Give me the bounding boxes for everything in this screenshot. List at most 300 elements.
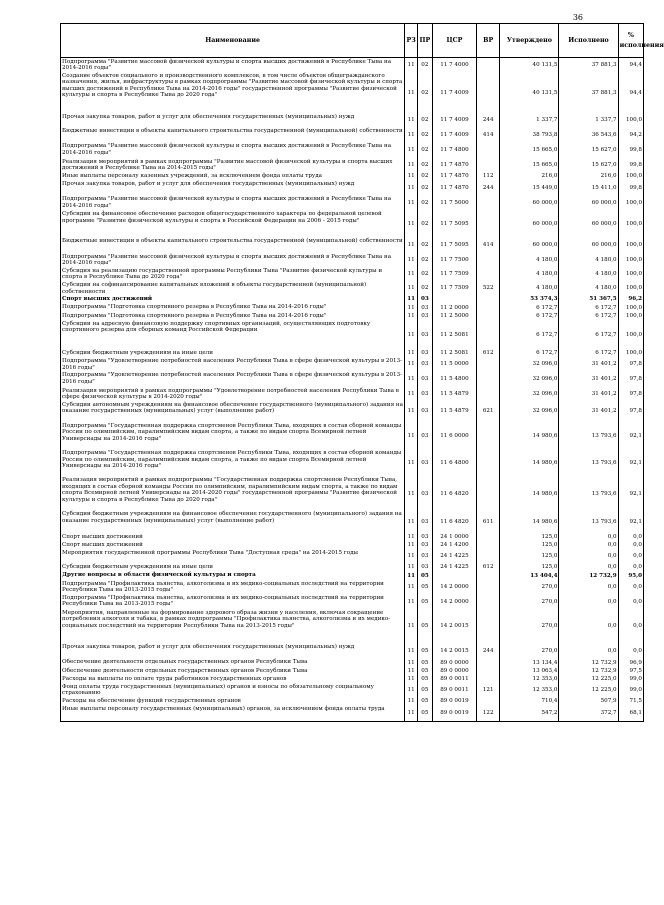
row-executed: 51 367,5 — [559, 296, 618, 304]
row-rz: 11 — [405, 594, 418, 609]
row-approved: 270,0 — [500, 609, 559, 643]
table-row — [61, 349, 644, 357]
row-pr: 03 — [417, 564, 432, 572]
row-vr — [477, 450, 500, 477]
row-percent: 100,0 — [618, 113, 643, 127]
row-name: Обеспечение деятельности отдельных государственных органов Республики Тыва — [61, 667, 405, 675]
row-percent: 0,0 — [618, 533, 643, 541]
header-rz: РЗ — [405, 24, 418, 58]
row-name: Подпрограмма "Профилактика пьянства, алкоголизма и их медико-социальных последствий на территории Республики Тыва на 2013-2015 годы" — [61, 594, 405, 609]
row-percent: 68,1 — [618, 706, 643, 722]
row-csr — [432, 572, 476, 580]
row-csr: 11 7 5095 — [432, 238, 476, 253]
row-pr: 03 — [417, 511, 432, 533]
row-name: Расходы на обеспечение функций государственных органов — [61, 698, 405, 706]
row-pr: 03 — [417, 541, 432, 549]
row-rz: 11 — [405, 267, 418, 281]
row-vr — [477, 372, 500, 387]
row-rz: 11 — [405, 72, 418, 113]
row-percent: 100,0 — [618, 349, 643, 357]
row-approved: 32 096,0 — [500, 387, 559, 401]
row-executed: 13 793,6 — [559, 450, 618, 477]
row-vr — [477, 541, 500, 549]
row-rz: 11 — [405, 675, 418, 683]
row-vr — [477, 422, 500, 449]
row-pr: 03 — [417, 387, 432, 401]
row-pr: 02 — [417, 72, 432, 113]
row-rz: 11 — [405, 211, 418, 238]
row-executed: 0,0 — [559, 564, 618, 572]
row-rz: 11 — [405, 564, 418, 572]
header-vr: ВР — [477, 24, 500, 58]
row-name: Подпрограмма "Профилактика пьянства, алкоголизма и их медико-социальных последствий на территории Республики Тыва на 2013-2015 годы" — [61, 580, 405, 594]
row-executed: 12 732,9 — [559, 659, 618, 667]
row-percent: 97,8 — [618, 372, 643, 387]
row-csr: 24 1 4225 — [432, 564, 476, 572]
row-percent: 100,0 — [618, 238, 643, 253]
row-approved: 38 793,8 — [500, 128, 559, 143]
row-vr — [477, 158, 500, 172]
row-approved: 60 000,0 — [500, 211, 559, 238]
row-percent: 97,5 — [618, 667, 643, 675]
row-csr: 14 2 0015 — [432, 609, 476, 643]
row-rz: 11 — [405, 296, 418, 304]
table-row — [61, 511, 644, 533]
row-executed: 4 180,0 — [559, 267, 618, 281]
row-name: Прочая закупка товаров, работ и услуг для обеспечения государственных (муниципальных) нужд — [61, 113, 405, 127]
row-pr: 03 — [417, 312, 432, 320]
row-vr — [477, 580, 500, 594]
row-rz: 11 — [405, 143, 418, 158]
row-vr — [477, 58, 500, 73]
row-csr: 11 6 4820 — [432, 477, 476, 511]
row-name: Расходы на выплаты по оплате труда работников государственных органов — [61, 675, 405, 683]
row-approved: 270,0 — [500, 594, 559, 609]
row-csr: 11 2 0000 — [432, 304, 476, 312]
row-pr: 05 — [417, 683, 432, 697]
table-row — [61, 172, 644, 180]
row-executed: 31 401,2 — [559, 372, 618, 387]
row-percent: 99,8 — [618, 143, 643, 158]
row-approved: 125,0 — [500, 541, 559, 549]
table-row — [61, 706, 644, 722]
row-percent: 0,0 — [618, 594, 643, 609]
row-pr: 05 — [417, 698, 432, 706]
row-vr: 122 — [477, 706, 500, 722]
row-rz: 11 — [405, 349, 418, 357]
table-row — [61, 549, 644, 563]
row-name: Бюджетные инвестиции в объекты капитального строительства государственной (муниципальной) собственности — [61, 128, 405, 143]
row-approved: 14 980,6 — [500, 477, 559, 511]
row-rz: 11 — [405, 387, 418, 401]
row-rz: 11 — [405, 450, 418, 477]
row-vr: 121 — [477, 683, 500, 697]
row-vr: 244 — [477, 644, 500, 659]
row-rz: 11 — [405, 609, 418, 643]
table-row — [61, 594, 644, 609]
row-executed: 15 411,0 — [559, 180, 618, 195]
row-pr: 03 — [417, 477, 432, 511]
row-csr: 11 7 4870 — [432, 172, 476, 180]
row-approved: 547,2 — [500, 706, 559, 722]
row-executed: 12 225,0 — [559, 683, 618, 697]
row-vr: 522 — [477, 281, 500, 295]
row-vr — [477, 72, 500, 113]
row-pr: 05 — [417, 706, 432, 722]
row-name: Подпрограмма "Подготовка спортивного резерва в Республике Тыва на 2014-2016 годы" — [61, 312, 405, 320]
row-name: Субсидии бюджетным учреждениям на иные цели — [61, 349, 405, 357]
row-approved: 13 404,4 — [500, 572, 559, 580]
row-approved: 60 000,0 — [500, 196, 559, 211]
row-approved: 6 172,7 — [500, 312, 559, 320]
table-body — [61, 58, 644, 722]
table-row — [61, 158, 644, 172]
row-percent: 100,0 — [618, 281, 643, 295]
row-vr: 244 — [477, 113, 500, 127]
row-pr: 03 — [417, 549, 432, 563]
row-name: Мероприятия, направленные на формирование здорового образа жизни у населения, включая сокращение потребления алкоголя и табака, в рамках подпрограммы "Профилактика пьянства, алкоголизма и их медико-социальных последствий на территории Республики Тыва на 2013-2015 годы" — [61, 609, 405, 643]
row-pr: 02 — [417, 158, 432, 172]
row-csr: 89 0 0000 — [432, 659, 476, 667]
row-approved: 32 096,0 — [500, 372, 559, 387]
row-name: Прочая закупка товаров, работ и услуг для обеспечения государственных (муниципальных) нужд — [61, 644, 405, 659]
row-rz: 11 — [405, 238, 418, 253]
row-rz: 11 — [405, 659, 418, 667]
row-pr: 02 — [417, 128, 432, 143]
row-percent: 99,0 — [618, 675, 643, 683]
table-row — [61, 422, 644, 449]
row-rz: 11 — [405, 706, 418, 722]
row-csr — [432, 296, 476, 304]
row-approved: 4 180,0 — [500, 281, 559, 295]
table-row — [61, 143, 644, 158]
row-pr: 02 — [417, 267, 432, 281]
row-csr: 89 0 0011 — [432, 675, 476, 683]
row-rz: 11 — [405, 253, 418, 267]
row-rz: 11 — [405, 683, 418, 697]
row-percent: 99,8 — [618, 158, 643, 172]
row-pr: 05 — [417, 572, 432, 580]
row-executed: 216,0 — [559, 172, 618, 180]
row-rz: 11 — [405, 304, 418, 312]
row-vr: 112 — [477, 172, 500, 180]
row-vr — [477, 296, 500, 304]
row-rz: 11 — [405, 477, 418, 511]
row-approved: 125,0 — [500, 549, 559, 563]
row-vr: 414 — [477, 128, 500, 143]
row-approved: 270,0 — [500, 644, 559, 659]
row-name: Субсидии бюджетным учреждениям на иные цели — [61, 564, 405, 572]
row-csr: 11 2 5081 — [432, 349, 476, 357]
row-approved: 32 096,0 — [500, 358, 559, 372]
row-executed: 31 401,2 — [559, 387, 618, 401]
row-rz: 11 — [405, 180, 418, 195]
row-approved: 710,4 — [500, 698, 559, 706]
row-name: Подпрограмма "Развитие массовой физической культуры и спорта высших достижений в Республике Тыва на 2014-2016 годы" — [61, 143, 405, 158]
row-pr: 03 — [417, 296, 432, 304]
table-row — [61, 320, 644, 349]
row-rz: 11 — [405, 580, 418, 594]
row-csr: 11 7 4009 — [432, 72, 476, 113]
row-csr: 14 2 0015 — [432, 644, 476, 659]
row-rz: 11 — [405, 549, 418, 563]
row-approved: 14 980,6 — [500, 422, 559, 449]
row-csr: 11 5 4800 — [432, 372, 476, 387]
row-rz: 11 — [405, 320, 418, 349]
row-approved: 13 063,4 — [500, 667, 559, 675]
row-pr: 05 — [417, 580, 432, 594]
table-row — [61, 675, 644, 683]
row-pr: 05 — [417, 609, 432, 643]
row-rz: 11 — [405, 58, 418, 73]
row-pr: 02 — [417, 238, 432, 253]
table-row — [61, 698, 644, 706]
row-percent: 99,0 — [618, 683, 643, 697]
table-row — [61, 644, 644, 659]
row-executed: 15 627,0 — [559, 143, 618, 158]
row-executed: 4 180,0 — [559, 253, 618, 267]
table-row — [61, 609, 644, 643]
row-rz: 11 — [405, 572, 418, 580]
row-csr: 11 5 4879 — [432, 387, 476, 401]
row-rz: 11 — [405, 698, 418, 706]
row-approved: 216,0 — [500, 172, 559, 180]
table-row — [61, 58, 644, 73]
row-percent: 96,9 — [618, 659, 643, 667]
row-name: Подпрограмма "Развитие массовой физической культуры и спорта высших достижений в Республике Тыва на 2014-2016 годы" — [61, 253, 405, 267]
row-name: Субсидии на адресную финансовую поддержку спортивных организаций, осуществляющих подготовку спортивного резерва для сборных команд Российской Федерации — [61, 320, 405, 349]
row-rz: 11 — [405, 281, 418, 295]
row-rz: 11 — [405, 401, 418, 422]
row-executed: 60 000,0 — [559, 211, 618, 238]
row-name: Подпрограмма "Государственная поддержка спортсменов Республики Тыва, входящих в состав сборной команды России по олимпийским, паралимпийским видам спорта, а также по видам спорта Всемирной летней Универсиады на 2014-2016 годы" — [61, 450, 405, 477]
row-approved: 125,0 — [500, 533, 559, 541]
row-pr: 02 — [417, 113, 432, 127]
row-executed: 36 543,6 — [559, 128, 618, 143]
table-row — [61, 211, 644, 238]
row-vr — [477, 667, 500, 675]
row-approved: 15 665,0 — [500, 158, 559, 172]
row-executed: 12 732,9 — [559, 667, 618, 675]
row-vr — [477, 594, 500, 609]
row-csr: 11 5 0000 — [432, 358, 476, 372]
row-percent: 0,0 — [618, 580, 643, 594]
row-executed: 0,0 — [559, 609, 618, 643]
row-pr: 02 — [417, 211, 432, 238]
row-rz: 11 — [405, 511, 418, 533]
page-number: 36 — [572, 13, 583, 22]
table-row — [61, 659, 644, 667]
row-rz: 11 — [405, 113, 418, 127]
row-approved: 6 172,7 — [500, 320, 559, 349]
row-executed: 15 627,0 — [559, 158, 618, 172]
table-row — [61, 580, 644, 594]
row-executed: 6 172,7 — [559, 312, 618, 320]
row-pr: 03 — [417, 450, 432, 477]
row-pr: 02 — [417, 180, 432, 195]
row-name: Подпрограмма "Подготовка спортивного резерва в Республике Тыва на 2014-2016 годы" — [61, 304, 405, 312]
row-approved: 14 980,6 — [500, 511, 559, 533]
row-name: Реализация мероприятий в рамках подпрограммы "Государственная поддержка спортсменов Республики Тыва, входящих в состав сборной команды России по олимпийским, паралимпийским видам спорта, а также по видам спорта Всемирной летней Универсиады на 2014-2020 годы" государственной программы "Развитие физической культуры и спорта в Республике Тыва до 2020 года" — [61, 477, 405, 511]
row-csr: 24 1 4225 — [432, 549, 476, 563]
row-csr: 11 7 5000 — [432, 196, 476, 211]
row-vr — [477, 267, 500, 281]
row-pr: 03 — [417, 401, 432, 422]
row-approved: 15 449,0 — [500, 180, 559, 195]
row-percent: 100,0 — [618, 267, 643, 281]
row-name: Субсидии на софинансирование капитальных вложений в объекты государственной (муниципальной) собственности — [61, 281, 405, 295]
row-percent: 97,8 — [618, 358, 643, 372]
table-row — [61, 564, 644, 572]
row-approved: 270,0 — [500, 580, 559, 594]
row-name: Иные выплаты персоналу государственных (муниципальных) органов, за исключением фонда оплаты труда — [61, 706, 405, 722]
table-row — [61, 296, 644, 304]
row-approved: 125,0 — [500, 564, 559, 572]
row-percent: 100,0 — [618, 320, 643, 349]
row-name: Прочая закупка товаров, работ и услуг для обеспечения государственных (муниципальных) нужд — [61, 180, 405, 195]
table-row — [61, 238, 644, 253]
table-row — [61, 304, 644, 312]
table-row — [61, 253, 644, 267]
row-percent: 100,0 — [618, 211, 643, 238]
row-executed: 12 225,0 — [559, 675, 618, 683]
row-executed: 0,0 — [559, 549, 618, 563]
row-pr: 05 — [417, 667, 432, 675]
row-rz: 11 — [405, 541, 418, 549]
row-approved: 40 131,5 — [500, 58, 559, 73]
row-name: Иные выплаты персоналу казенных учреждений, за исключением фонда оплаты труда — [61, 172, 405, 180]
row-csr: 11 6 4820 — [432, 511, 476, 533]
row-rz: 11 — [405, 312, 418, 320]
row-name: Подпрограмма "Удовлетворение потребностей населения Республики Тыва в сфере физической культуры в 2013-2016 годы" — [61, 372, 405, 387]
row-vr — [477, 211, 500, 238]
row-approved: 1 337,7 — [500, 113, 559, 127]
row-name: Реализация мероприятий в рамках подпрограммы "Развитие массовой физической культуры и спорта высших достижений в Республике Тыва на 2014-2015 годы" — [61, 158, 405, 172]
table-header — [61, 24, 644, 58]
row-name: Субсидии автономным учреждениям на финансовое обеспечение государственного (муниципального) задания на оказание государственных (муниципальных) услуг (выполнение работ) — [61, 401, 405, 422]
row-name: Бюджетные инвестиции в объекты капитального строительства государственной (муниципальной) собственности — [61, 238, 405, 253]
row-percent: 92,1 — [618, 450, 643, 477]
row-rz: 11 — [405, 533, 418, 541]
row-name: Подпрограмма "Развитие массовой физической культуры и спорта высших достижений в Республике Тыва на 2014-2016 годы" — [61, 58, 405, 73]
row-percent: 99,8 — [618, 180, 643, 195]
row-csr: 89 0 0011 — [432, 683, 476, 697]
row-percent: 0,0 — [618, 541, 643, 549]
row-name: Реализация мероприятий в рамках подпрограммы "Удовлетворение потребностей населения Республики Тыва в сфере физической культуры в 2014-2020 годы" — [61, 387, 405, 401]
row-percent: 71,5 — [618, 698, 643, 706]
row-vr: 414 — [477, 238, 500, 253]
row-vr — [477, 387, 500, 401]
row-vr: 621 — [477, 401, 500, 422]
row-name: Спорт высших достижений — [61, 541, 405, 549]
row-vr — [477, 253, 500, 267]
row-percent: 0,0 — [618, 549, 643, 563]
row-approved: 6 172,7 — [500, 349, 559, 357]
row-csr: 11 7 7500 — [432, 253, 476, 267]
row-csr: 11 7 4870 — [432, 180, 476, 195]
row-rz: 11 — [405, 372, 418, 387]
row-pr: 02 — [417, 172, 432, 180]
row-vr — [477, 304, 500, 312]
row-csr: 24 1 4200 — [432, 541, 476, 549]
row-executed: 0,0 — [559, 594, 618, 609]
row-pr: 05 — [417, 644, 432, 659]
row-pr: 03 — [417, 533, 432, 541]
row-executed: 0,0 — [559, 580, 618, 594]
row-percent: 100,0 — [618, 172, 643, 180]
row-executed: 4 180,0 — [559, 281, 618, 295]
row-vr — [477, 143, 500, 158]
table-row — [61, 401, 644, 422]
row-approved: 15 665,0 — [500, 143, 559, 158]
row-name: Подпрограмма "Удовлетворение потребностей населения Республики Тыва в сфере физической культуры в 2013-2016 годы" — [61, 358, 405, 372]
row-executed: 37 881,3 — [559, 72, 618, 113]
row-csr: 24 1 0000 — [432, 533, 476, 541]
table-row — [61, 477, 644, 511]
table-row — [61, 387, 644, 401]
row-percent: 92,1 — [618, 511, 643, 533]
row-executed: 507,9 — [559, 698, 618, 706]
row-executed: 6 172,7 — [559, 349, 618, 357]
row-csr: 11 6 4800 — [432, 450, 476, 477]
row-percent: 100,0 — [618, 253, 643, 267]
table-row — [61, 196, 644, 211]
row-vr: 611 — [477, 511, 500, 533]
header-pr: ПР — [417, 24, 432, 58]
row-percent: 97,8 — [618, 401, 643, 422]
row-executed: 31 401,2 — [559, 358, 618, 372]
row-approved: 32 096,0 — [500, 401, 559, 422]
row-rz: 11 — [405, 128, 418, 143]
row-executed: 60 000,0 — [559, 196, 618, 211]
row-vr — [477, 358, 500, 372]
row-csr: 11 7 7509 — [432, 281, 476, 295]
row-executed: 0,0 — [559, 541, 618, 549]
row-vr — [477, 572, 500, 580]
row-percent: 0,0 — [618, 564, 643, 572]
row-csr: 11 7 7509 — [432, 267, 476, 281]
row-name: Фонд оплаты труда государственных (муниципальных) органов и взносы по обязательному социальному страхованию — [61, 683, 405, 697]
row-vr — [477, 196, 500, 211]
row-csr: 11 2 5000 — [432, 312, 476, 320]
row-name: Подпрограмма "Развитие массовой физической культуры и спорта высших достижений в Республике Тыва на 2014-2016 годы" — [61, 196, 405, 211]
table-row — [61, 312, 644, 320]
row-rz: 11 — [405, 172, 418, 180]
table-row — [61, 533, 644, 541]
row-name: Спорт высших достижений — [61, 296, 405, 304]
row-percent: 97,8 — [618, 387, 643, 401]
row-approved: 53 374,3 — [500, 296, 559, 304]
row-approved: 60 000,0 — [500, 238, 559, 253]
row-vr — [477, 698, 500, 706]
row-pr: 05 — [417, 594, 432, 609]
row-name: Подпрограмма "Государственная поддержка спортсменов Республики Тыва, входящих в состав сборной команды России по олимпийским, паралимпийским видам спорта, а также по видам спорта Всемирной летней Универсиады на 2014-2016 годы" — [61, 422, 405, 449]
row-executed: 1 337,7 — [559, 113, 618, 127]
row-executed: 0,0 — [559, 644, 618, 659]
row-vr: 612 — [477, 564, 500, 572]
row-vr: 612 — [477, 349, 500, 357]
row-rz: 11 — [405, 644, 418, 659]
row-executed: 60 000,0 — [559, 238, 618, 253]
row-name: Обеспечение деятельности отдельных государственных органов Республики Тыва — [61, 659, 405, 667]
row-vr — [477, 477, 500, 511]
table-row — [61, 358, 644, 372]
row-approved: 6 172,7 — [500, 304, 559, 312]
table-row — [61, 541, 644, 549]
row-name: Мероприятия государственной программы Республики Тыва "Доступная среда" на 2014-2015 годы — [61, 549, 405, 563]
table-row — [61, 572, 644, 580]
row-executed: 6 172,7 — [559, 304, 618, 312]
